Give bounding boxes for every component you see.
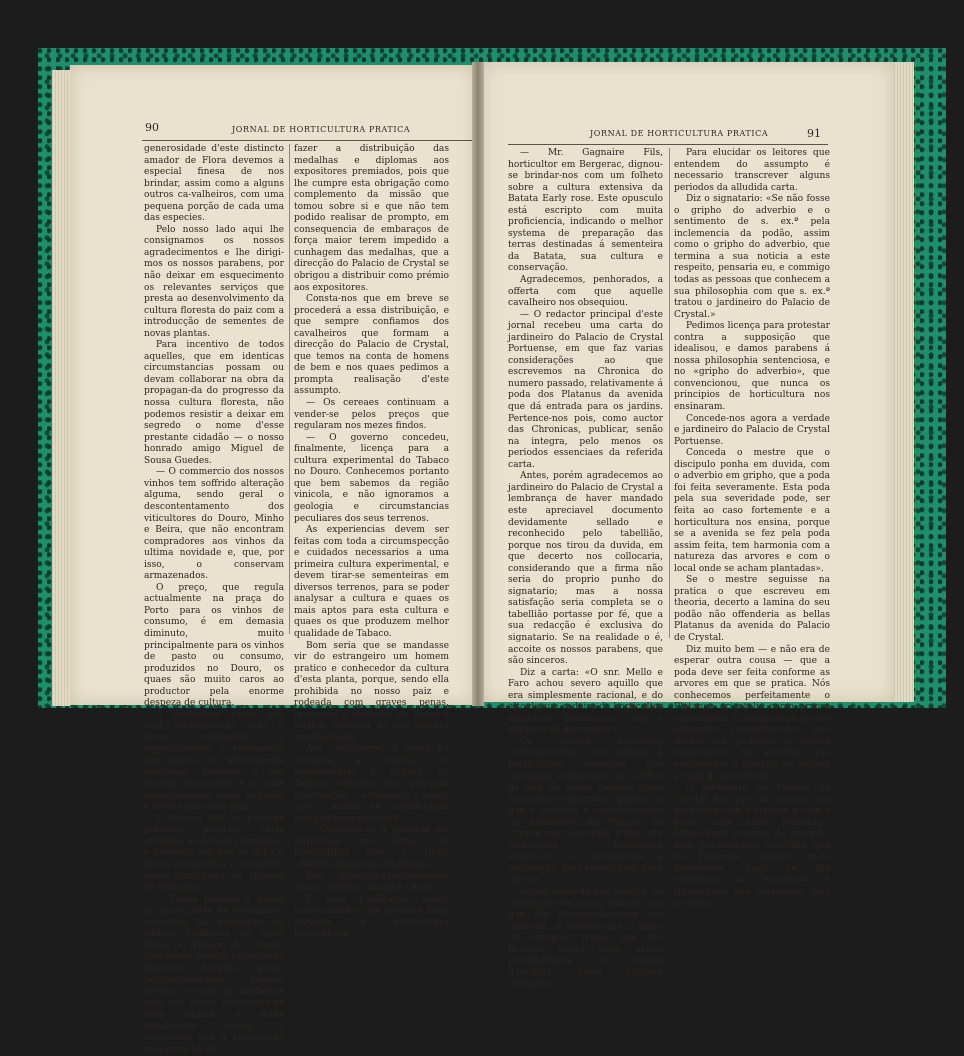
paragraph: Para elucidar os leitores que entendem do assumpto é necessario transcrever alguns periodos da alludida carta.: [674, 148, 830, 193]
paragraph: Para incentivo de todos aquelles, que em identicas circumstancias possam ou devam collaborar na obra da propagan-da do progresso da nossa cultura floresta, não podemos resistir a deixar em segredo o nome d'esse prestante cidadão — o nosso honrado amigo Miguel de Sousa Guedes.: [144, 340, 284, 466]
right-column-1: [508, 148, 663, 990]
paragraph: Concede-nos agora a verdade e jardineiro do Palacio de Crystal Portuense.: [674, 413, 830, 447]
paragraph: Diz a carta: «O snr. Mello e Faro achou severo aquillo que era simplesmente racional, e do alto da sua cadeira de horticultor encartado fulmina-nos com o epitheto de destruidor».: [508, 667, 663, 736]
paragraph: Se o mestre seguisse na pratica o que escreveu em theoria, decerto a lamina do seu podão não offenderia as bellas Platanus da avenida do Palacio de Crystal.: [674, 575, 830, 643]
right-column-2: [674, 148, 830, 909]
paragraph: — Como tivemos a honra de fazer parte da commissão executiva da exposição de vinhos, realisada no anno findo no Palacio de Crystal Portuense, muitos expositores têem-nos dirigido cartas, perguntando-nos quando devem receber as medalhas com que foram premiados os seus vinhos. A estes cavalheiros temos a responder que a commissão executiva ha-de: [144, 894, 284, 1055]
paragraph: — Mr. Gagnaire Fils, horticultor em Bergerac, dignou-se brindar-nos com um folheto sobre a cultura extensiva da Batata Early rose. Este opusculo está escripto com muita proficiencia, indicando o melhor systema de preparação das terras destinadas á sementeira da Batata, sua cultura e conservação.: [508, 148, 663, 274]
book-gutter: [472, 62, 484, 706]
paragraph: Pedimos licença para protestar contra a supposição que idealisou, e damos parabens á nossa philosophia sentenciosa, e no «gripho do adverbio», que convencionou, que nunca os principios de horticultura nos ensinaram.: [674, 321, 830, 413]
paragraph: Diz o signatario: «Se não fosse o gripho do adverbio e o sentimento de s. ex.ª pela inclemencia da podão, assim como o gripho do adverbio, que termina a sua noticia a este respeito, pensaria eu, e commigo todas as pessoas que conhecem a sua philosophia com que s. ex.ª tratou o jardineiro do Palacio de Crystal.»: [674, 194, 830, 320]
left-column-1: [144, 144, 284, 1055]
page-number-left: 90: [145, 121, 159, 134]
paragraph: Pelo nosso lado aqui lhe consignamos os nossos agradecimentos e lhe dirigi-mos os nossos parabens, por não deixar em esquecimento os relevantes serviços que presta ao desenvolvimento da cultura floresta do paiz com a introducção de sementes de novas plantas.: [144, 224, 284, 339]
paragraph: — Os cereaes continuam a vender-se pelos preços que regularam nos mezes findos.: [294, 398, 449, 432]
paragraph: Agora conceda-nos licença de descermos da nossa cadeira, em que tão desastradamente nos collocou, e pedimos-lhe o favor de sentar-se n'ella, que nós ficamos muito bem, sendo perfeitamente no banco d'eschola, como obscuro discipulo.: [508, 887, 663, 990]
page-edges-left: [52, 70, 70, 706]
column-rule-left: [289, 144, 290, 634]
paragraph: Conceda o mestre que o discipulo ponha em duvida, com o adverbio em gripho, que a poda foi feita severamente. Esta poda pela sua severidade pode, ser feita ao caso fortemente e a horticultura nos ensina, porque se a avenida se fez pela poda assim feita, tem harmonia com a natureza das arvores e com o local onde se acham plantadas».: [674, 448, 830, 574]
paragraph: Agradecemos, penhorados, a offerta com que aquelle cavalheiro nos obsequiou.: [508, 275, 663, 309]
paragraph: generosidade d'este distincto amador de Flora devemos a especial finesa de nos brindar, assim como a alguns outros ca-valheiros, com uma pequena porção de cada uma das especies.: [144, 144, 284, 224]
page-edges-right: [894, 62, 914, 702]
paragraph: As experiencias devem ser feitas com toda a circumspecção e cuidados necessarios a uma primeira cultura experimental, e devem tirar-se sementeiras em diversos terrenos, para se poder analysar a cultura e quaes os mais aptos para esta cultura e quaes os que produzem melhor qualidade de Tabaco.: [294, 525, 449, 639]
header-rule-left: [142, 140, 472, 141]
paragraph: Os nossos diminutos conhecimentos com relação á horticultura impedem que nutramos aspirações, de afallar de alto da nossa cadeira como horticultor encartado; porém, já que a sciencia e conhecimentos do jardineiro do Palacio de Crystal nos elevaram a tão alta cathegoria — horticultor encartado — acceitamos a collocação, pelo veredictum d'um mestre.: [508, 736, 663, 886]
paragraph: É uma publicação muito interessante e que prestará bons serviços á horticultura hespanhola.: [294, 894, 449, 940]
paragraph: Aos cavalheiros, a quem foi confiada a missão de experimentar a cultura do Tabaco, fazemos esta pequena observação, estimando muito que a tomem na consideração que julgamos merecer.: [294, 744, 449, 824]
column-rule-right: [669, 148, 670, 638]
paragraph: A deploravel crise, que está atravessando todo o nosso commercio, e especialmente o commercio dos vinhos, se infelizmente continuar, leva-nos a um abysmo insondavel, e as suas consequencias serão terriveis e tristes para este paiz.: [144, 709, 284, 813]
paragraph: São directores-proprietarios os srs. Martin, Giraud e Oleari.: [294, 871, 449, 893]
paragraph: Diz muito bem — e não era de esperar outra cousa — que a poda deve ser feita conforme as arvores em que se pratica. Nós conhecemos perfeitamente o Platanus orientalis como arvore ornamental, e, segundo os nossos diminutos conhecimentos, não devem ser podados os ramos defeituosos, ou aquelles que embaracem o transito ou cortem a vista do observador.: [674, 644, 830, 782]
paragraph: O preço, que regula actualmente na praça do Porto para os vinhos de consumo, é em demasia diminuto, muito principalmente para os vinhos de pasto ou consumo, produzidos no Douro, os quaes são muito caros ao productor pela enorme despeza de cultura.: [144, 582, 284, 709]
running-header-left: JORNAL DE HORTICULTURA PRATICA: [232, 125, 411, 134]
paragraph: — O redactor principal d'este jornal recebeu uma carta do jardineiro do Palacio de Crystal Portuense, em que faz varias considerações ao que escrevemos na Chronica do numero passado, relativamente á poda dos Platanus da avenida que dá entrada para os jardins. Pertence-nos pois, como auctor das Chronicas, publicar, senão na integra, pelo menos os periodos essenciaes da referida carta.: [508, 309, 663, 470]
paragraph: — O commercio dos nossos vinhos tem soffrido alteração alguma, sendo geral o descontentamento dos viticultores do Douro, Minho e Beira, que não encontram compradores aos vinhos da ultima novidade e, que, por isso, o conservam armazenados.: [144, 467, 284, 582]
paragraph: Antes, porém agradecemos ao jardineiro do Palacio de Crystal a lembrança de haver mandado este apreciavel documento devidamente sellado e reconhecido pelo tabellião, porque nos tirou da duvida, em que decerto nos collocaria, considerando que a firma não seria do proprio punho do signatario; mas a nossa satisfação seria completa se o tabellião portasse por fé, que a sua redacção é exclusiva do signatario. Se na realidade o é, accoite os nossos parabens, que são sinceros.: [508, 471, 663, 667]
paragraph: Consta-nos que em breve se procederá a essa distribuição, e que sempre confiamos dos cavalheiros que formam a direcção do Palacio de Crystal, que temos na conta de homens de bem e nos quaes pedimos a prompta realisação d'este assumpto.: [294, 294, 449, 397]
paragraph: Bom seria que se mandasse vir do estrangeiro um homem pratico e conhecedor da cultura d'esta planta, porque, sendo ella prohibida no nosso paiz e rodeada com graves penas, ignora-se o segredo, ou antes o melhor systema de sua cultura aperfeiçoada.: [294, 640, 449, 743]
page-number-right: 91: [807, 127, 821, 140]
paragraph: — O governo concedeu, finalmente, licença para a cultura experimental do Tabaco no Douro. Conhecemos portanto que bem sabemos da região vinicola, e não ignoramos a geologia e circumstancias peculiares dos seus terrenos.: [294, 432, 449, 524]
paragraph: fazer a distribuição das medalhas e diplomas aos expositores premiados, pois que lhe cumpre esta obrigação como complemento da missão que tomou sobre si e que não tem podido realisar de prompto, em consequencia de embaraços de força maior terem impedido a cunhagem das medalhas, que a direcção do Palacio de Crystal se obrigou a distribuir como prémio aos expositores.: [294, 144, 449, 293]
running-header-right: JORNAL DE HORTICULTURA PRATICA: [590, 129, 769, 138]
left-column-2: [294, 144, 449, 940]
paragraph: É preciso que os poderes publicos prestem séria attenção ao estado calamitoso e anormal, em que se acha o nosso commercio e industria, bases principaes da riqueza de Portugal.: [144, 813, 284, 893]
header-rule-right: [508, 144, 828, 145]
paragraph: O jardineiro do Palacio de Crystal diz que taz a poda em harmonia com a especie e com o local, onde estão plantadas. Muito bem; estamos de accordo, mas permitta-nos dizer-lhe que os Platanus, quantos mais ferimentos, mais se lhe offerecem as exposição e transtornos das calamosas dias do estio.: [674, 783, 830, 909]
paragraph: — Começou-se a publicar em Barcelona um jornal de horticultura com o titulo «Revista Horticola Andaluza».: [294, 825, 449, 870]
